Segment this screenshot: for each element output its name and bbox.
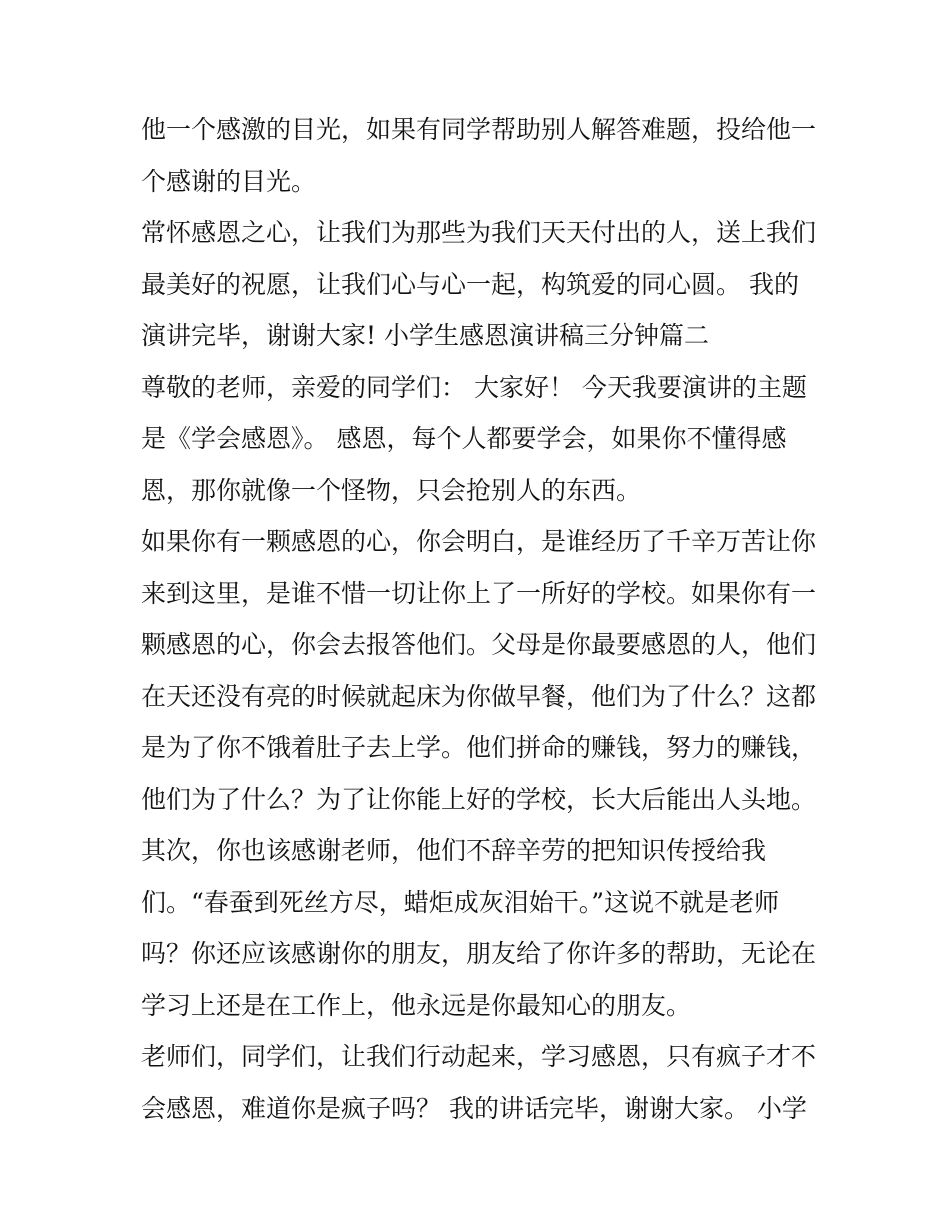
text-line: 颗感恩的心，你会去报答他们。父母是你最要感恩的人，他们 — [141, 630, 817, 659]
text-line: 是《学会感恩》。 感恩，每个人都要学会，如果你不懂得感 — [141, 424, 787, 453]
text-line: 最美好的祝愿，让我们心与心一起，构筑爱的同心圆。 我的 — [141, 269, 799, 299]
text-line: 个感谢的目光。 — [141, 166, 317, 196]
speech-text — [141, 104, 821, 1134]
text-line: 恩，那你就像一个怪物，只会抢别人的东西。 — [141, 475, 642, 505]
text-line: 在天还没有亮的时候就起床为你做早餐，他们为了什么？这都 — [141, 681, 817, 711]
text-line: 其次，你也该感谢老师，他们不辞辛劳的把知识传授给我 — [141, 836, 767, 865]
text-line: 如果你有一颗感恩的心，你会明白，是谁经历了千辛万苦让你 — [141, 527, 817, 556]
text-line: 尊敬的老师，亲爱的同学们： 大家好！ 今天我要演讲的主题 — [141, 372, 807, 402]
text-line: 学习上还是在工作上，他永远是你最知心的朋友。 — [141, 990, 692, 1020]
text-line: 们。“春蚕到死丝方尽，蜡炬成灰泪始干。”这说不就是老师 — [141, 887, 780, 917]
text-line: 来到这里，是谁不惜一切让你上了一所好的学校。如果你有一 — [141, 578, 817, 608]
text-line: 老师们，同学们，让我们行动起来，学习感恩，只有疯子才不 — [141, 1042, 817, 1071]
text-line: 他们为了什么？为了让你能上好的学校，长大后能出人头地。 — [141, 784, 817, 814]
text-line: 吗？你还应该感谢你的朋友，朋友给了你许多的帮助，无论在 — [141, 939, 817, 968]
text-line: 会感恩，难道你是疯子吗？ 我的讲话完毕，谢谢大家。 小学 — [141, 1093, 807, 1123]
text-line: 是为了你不饿着肚子去上学。他们拼命的赚钱，努力的赚钱， — [141, 733, 817, 762]
text-line: 常怀感恩之心，让我们为那些为我们天天付出的人，送上我们 — [141, 218, 817, 247]
text-line: 演讲完毕，谢谢大家! 小学生感恩演讲稿三分钟篇二 — [141, 321, 709, 350]
text-line: 他一个感激的目光，如果有同学帮助别人解答难题，投给他一 — [141, 115, 817, 144]
